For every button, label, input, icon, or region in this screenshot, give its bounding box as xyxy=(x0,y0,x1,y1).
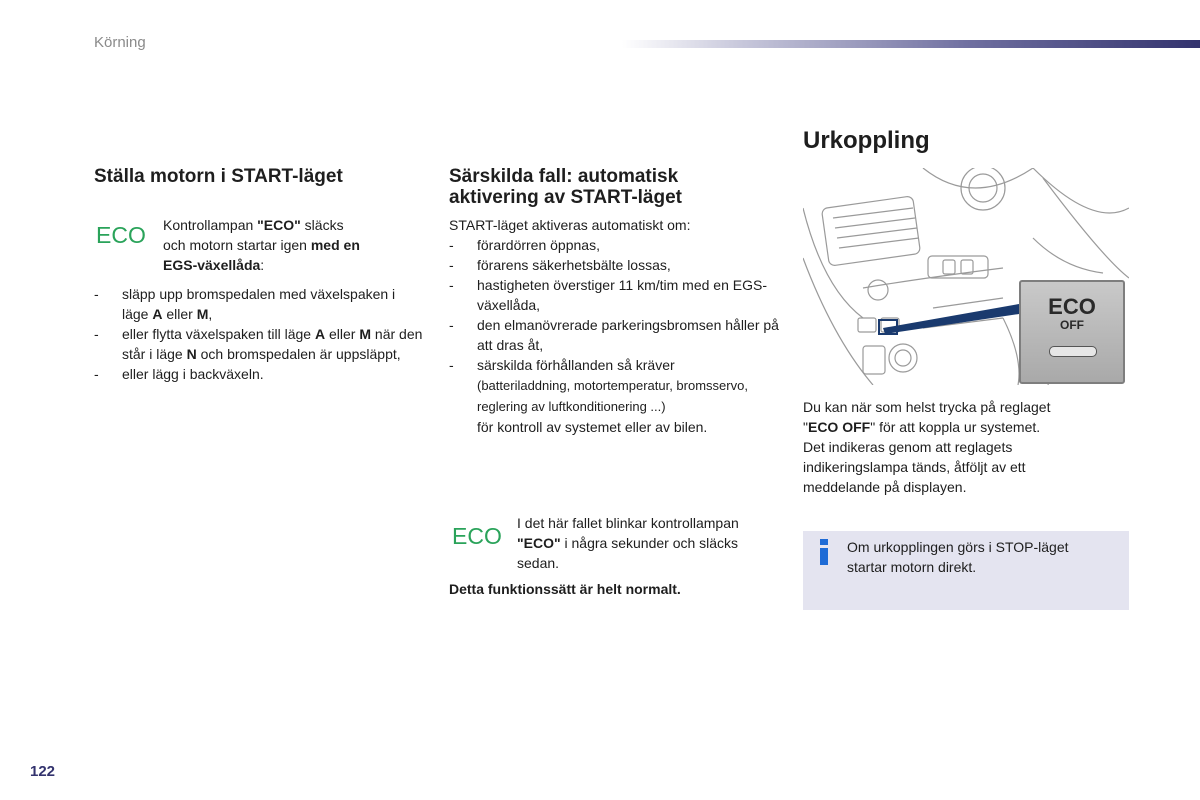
bold-text: M xyxy=(359,326,372,342)
text-run: eller lägg i backväxeln. xyxy=(122,366,264,382)
eco-off-button-off-label: OFF xyxy=(1060,318,1084,332)
info-text-line1: Om urkopplingen görs i STOP-läget xyxy=(847,539,1069,555)
normal-operation-note: Detta funktionssätt är helt normalt. xyxy=(449,581,681,597)
deactivation-text xyxy=(803,397,1133,497)
heading-special-cases xyxy=(449,166,769,208)
list-item xyxy=(449,355,779,437)
text-run: för kontroll av systemet eller av bilen. xyxy=(477,419,708,435)
list-item xyxy=(449,315,779,355)
list-item xyxy=(94,324,424,364)
text-run: och bromspedalen är uppsläppt, xyxy=(196,346,401,362)
list-item xyxy=(449,255,779,275)
eco-intro-text xyxy=(163,215,413,275)
bold-text: A xyxy=(152,306,163,322)
text-run: : xyxy=(260,257,265,273)
bold-text: "ECO" xyxy=(257,217,301,233)
text-run: Det indikeras genom att reglagets xyxy=(803,439,1013,455)
eco-indicator-icon: ECO xyxy=(96,222,146,248)
text-run: Du kan när som helst trycka på reglaget xyxy=(803,399,1051,415)
list-item xyxy=(449,275,779,315)
list-item xyxy=(94,364,424,384)
info-box xyxy=(803,531,1129,610)
text-run: hastigheten överstiger 11 km/tim med en EGS-växellåda, xyxy=(477,277,767,313)
eco-off-indicator-lamp xyxy=(1049,346,1097,357)
text-run: (batteriladdning, motortemperatur, bromsservo, reglering av luftkonditionering ...) xyxy=(477,378,748,414)
text-run: förardörren öppnas, xyxy=(477,237,600,253)
eco-blinking-icon: ECO xyxy=(452,523,502,549)
text-run: när den står i läge xyxy=(122,326,423,362)
text-run: och motorn startar igen xyxy=(163,237,311,253)
text-run: eller flytta växelspaken till läge xyxy=(122,326,315,342)
info-text xyxy=(847,537,1069,577)
text-run: meddelande på displayen. xyxy=(803,479,967,495)
bold-text: EGS-växellåda xyxy=(163,257,261,273)
text-run: , xyxy=(208,306,213,322)
text-run: Kontrollampan xyxy=(163,217,258,233)
heading-special-cases-line2: aktivering av START-läget xyxy=(449,187,682,208)
bold-text: M xyxy=(196,306,209,322)
text-run: den elmanövrerade parkeringsbromsen håller på att dras åt, xyxy=(477,317,779,353)
text-run: " xyxy=(803,419,808,435)
text-run: förarens säkerhetsbälte lossas, xyxy=(477,257,671,273)
heading-special-cases-line1: Särskilda fall: automatisk xyxy=(449,166,679,187)
heading-deactivation: Urkoppling xyxy=(803,127,930,154)
info-text-line2: startar motorn direkt. xyxy=(847,559,977,575)
bold-text: A xyxy=(315,326,326,342)
page-number: 122 xyxy=(30,763,56,780)
bold-text: ECO OFF xyxy=(807,419,871,435)
section-title: Körning xyxy=(94,34,146,51)
list-item xyxy=(94,284,424,324)
text-run: släpp upp bromspedalen med växelspaken i läge xyxy=(122,286,396,322)
list-item xyxy=(449,235,779,255)
header-gradient-bar xyxy=(622,40,1200,48)
auto-start-intro: START-läget aktiveras automatiskt om: xyxy=(449,217,691,233)
text-run: eller xyxy=(162,306,197,322)
eco-off-button[interactable] xyxy=(1019,280,1125,384)
text-run: släcks xyxy=(300,217,344,233)
text-run: indikeringslampa tänds, åtföljt av ett xyxy=(803,459,1026,475)
heading-start-mode: Ställa motorn i START-läget xyxy=(94,166,343,187)
text-run: i några sekunder och släcks xyxy=(560,535,739,551)
bold-text: med en xyxy=(310,237,360,253)
text-run: I det här fallet blinkar kontrollampan xyxy=(517,515,739,531)
bold-text: "ECO" xyxy=(517,535,561,551)
auto-start-list xyxy=(449,235,779,437)
text-run: eller xyxy=(325,326,360,342)
text-run: särskilda förhållanden så kräver xyxy=(477,357,675,373)
info-icon xyxy=(819,539,829,565)
eco-off-button-eco-label: ECO xyxy=(1048,294,1096,319)
start-conditions-list xyxy=(94,284,424,384)
bold-text: N xyxy=(186,346,197,362)
text-run: sedan. xyxy=(517,555,560,571)
blink-explanation xyxy=(517,513,777,573)
text-run: " för att koppla ur systemet. xyxy=(870,419,1041,435)
